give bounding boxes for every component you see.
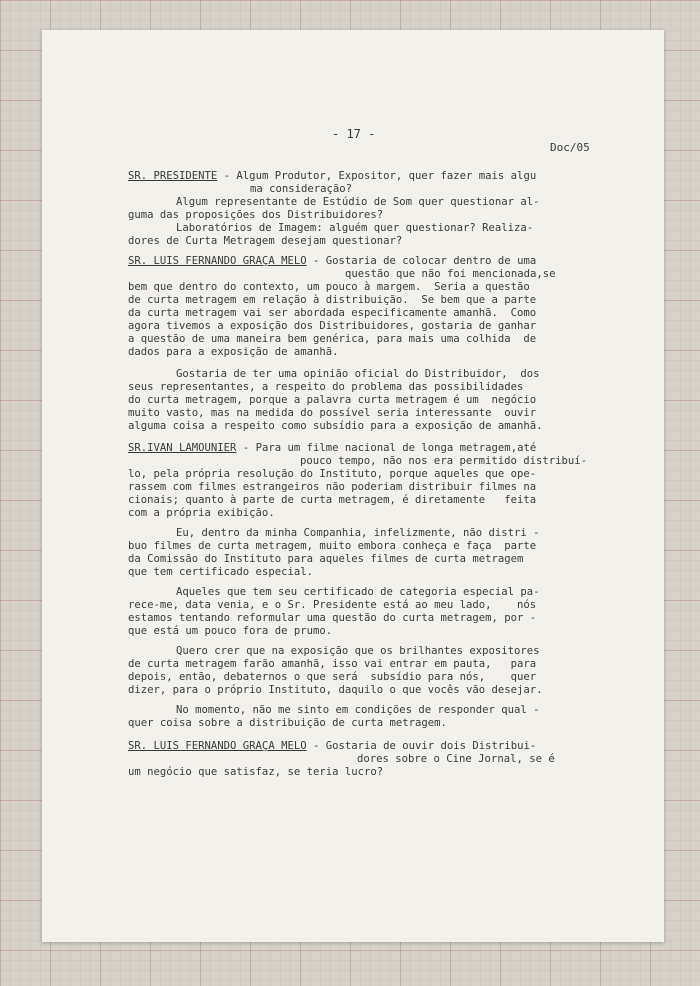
line-text: dores sobre o Cine Jornal, se é	[357, 753, 555, 765]
text-line	[128, 612, 536, 624]
line-text: questão que não foi mencionada,se	[345, 268, 556, 280]
line-text: alguma coisa a respeito como subsídio para a exposição de amanhã.	[128, 420, 543, 432]
text-line	[128, 625, 332, 637]
text-line	[176, 704, 540, 716]
text-line	[128, 381, 523, 393]
text-line	[300, 455, 587, 467]
speaker-name: SR. PRESIDENTE	[128, 170, 218, 182]
line-text: - Para um filme nacional de longa metragem,até	[236, 442, 537, 454]
speaker-name: SR.IVAN LAMOUNIER	[128, 442, 237, 454]
text-line	[128, 684, 543, 696]
line-text: Eu, dentro da minha Companhia, infelizmente, não distri -	[176, 527, 540, 539]
line-text: rassem com filmes estrangeiros não poderiam distribuir filmes na	[128, 481, 537, 493]
line-text: agora tivemos a exposição dos Distribuidores, gostaria de ganhar	[128, 320, 537, 332]
text-line	[176, 527, 540, 539]
line-text: dizer, para o próprio Instituto, daquilo o que vocês vão desejar.	[128, 684, 543, 696]
line-text: bem que dentro do contexto, um pouco à margem. Seria a questão	[128, 281, 530, 293]
text-line	[128, 658, 536, 670]
text-line	[176, 645, 540, 657]
line-text: lo, pela própria resolução do Instituto, porque aqueles que ope-	[128, 468, 537, 480]
line-text: quer coisa sobre a distribuição de curta metragem.	[128, 717, 447, 729]
line-text: - Algum Produtor, Expositor, quer fazer mais algu	[217, 170, 537, 182]
text-line	[176, 196, 540, 208]
document-reference: Doc/05	[550, 141, 590, 154]
line-text: de curta metragem em relação à distribuição. Se bem que a parte	[128, 294, 537, 306]
line-text: dores de Curta Metragem desejam questionar?	[128, 235, 403, 247]
text-line	[128, 553, 523, 565]
line-text: estamos tentando reformular uma questão do curta metragem, por -	[128, 612, 537, 624]
line-text: muito vasto, mas na medida do possível seria interessante ouvir	[128, 407, 537, 419]
text-line	[128, 468, 536, 480]
line-text: - Gostaria de colocar dentro de uma	[306, 255, 537, 267]
text-line	[176, 222, 533, 234]
line-text: - Gostaria de ouvir dois Distribui-	[306, 740, 537, 752]
text-line	[128, 599, 536, 611]
line-text: um negócio que satisfaz, se teria lucro?	[128, 766, 384, 778]
text-line	[357, 753, 555, 765]
text-line	[128, 671, 536, 683]
line-text: a questão de uma maneira bem genérica, para mais uma colhida de	[128, 333, 537, 345]
text-line	[128, 407, 536, 419]
line-text: guma das proposições dos Distribuidores?	[128, 209, 384, 221]
line-text: Laboratórios de Imagem: alguém quer questionar? Realiza-	[176, 222, 534, 234]
line-text: seus representantes, a respeito do problema das possibilidades	[128, 381, 524, 393]
line-text: depois, então, debaternos o que será subsídio para nós, quer	[128, 671, 537, 683]
text-line	[250, 183, 352, 195]
line-text: Gostaria de ter uma opinião oficial do Distribuidor, dos	[176, 368, 540, 380]
line-text: ma consideração?	[250, 183, 353, 195]
line-text: Algum representante de Estúdio de Som quer questionar al-	[176, 196, 540, 208]
text-line	[128, 320, 536, 332]
text-line	[345, 268, 555, 280]
text-line	[128, 420, 543, 432]
line-text: buo filmes de curta metragem, muito embora conheça e faça parte	[128, 540, 537, 552]
text-line	[128, 333, 536, 345]
text-line	[128, 235, 402, 247]
speaker-line	[128, 170, 536, 182]
line-text: No momento, não me sinto em condições de responder qual -	[176, 704, 540, 716]
line-text: com a própria exibição.	[128, 507, 275, 519]
text-line	[128, 507, 275, 519]
text-line	[128, 717, 447, 729]
text-line	[128, 766, 383, 778]
text-line	[128, 209, 383, 221]
line-text: da curta metragem vai ser abordada especificamente amanhã. Como	[128, 307, 537, 319]
text-line	[128, 494, 536, 506]
line-text: que tem certificado especial.	[128, 566, 313, 578]
text-line	[176, 368, 540, 380]
text-line	[128, 294, 536, 306]
line-text: Quero crer que na exposição que os brilhantes expositores	[176, 645, 540, 657]
text-line	[128, 281, 530, 293]
line-text: do curta metragem, porque a palavra curta metragem é um negócio	[128, 394, 537, 406]
speaker-name: SR. LUIS FERNANDO GRAÇA MELO	[128, 740, 307, 752]
line-text: cionais; quanto à parte de curta metragem, é diretamente feita	[128, 494, 537, 506]
line-text: que está um pouco fora de prumo.	[128, 625, 333, 637]
line-text: de curta metragem farão amanhã, isso vai entrar em pauta, para	[128, 658, 537, 670]
speaker-line	[128, 442, 536, 454]
text-line	[128, 566, 313, 578]
text-line	[128, 346, 338, 358]
line-text: pouco tempo, não nos era permitido distribuí-	[300, 455, 588, 467]
text-line	[128, 481, 536, 493]
speaker-line	[128, 255, 536, 267]
line-text: rece-me, data venia, e o Sr. Presidente está ao meu lado, nós	[128, 599, 537, 611]
page-number: - 17 -	[332, 127, 376, 141]
line-text: dados para a exposição de amanhã.	[128, 346, 339, 358]
text-line	[128, 394, 536, 406]
line-text: Aqueles que tem seu certificado de categoria especial pa-	[176, 586, 540, 598]
speaker-name: SR. LUIS FERNANDO GRAÇA MELO	[128, 255, 307, 267]
text-line	[128, 540, 536, 552]
text-line	[176, 586, 540, 598]
speaker-line	[128, 740, 536, 752]
text-line	[128, 307, 536, 319]
line-text: da Comissão do Instituto para aqueles filmes de curta metragem	[128, 553, 524, 565]
